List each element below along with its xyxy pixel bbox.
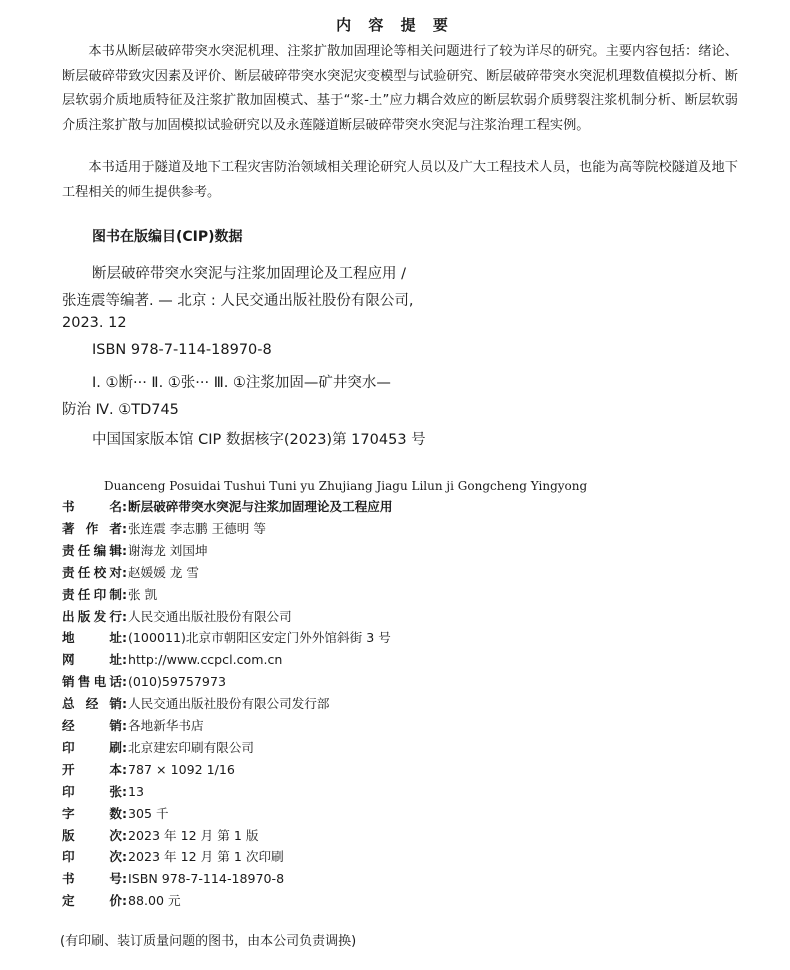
record-value: 人民交通出版社股份有限公司发行部 — [128, 696, 330, 712]
record-row — [62, 519, 266, 539]
quality-footnote: (有印刷、装订质量问题的图书，由本公司负责调换) — [60, 934, 357, 949]
record-value: (010)59757973 — [128, 674, 226, 690]
record-colon: : — [122, 718, 128, 733]
record-label: 版次 — [62, 827, 122, 843]
cip-isbn-line: ISBN 978-7-114-18970-8 — [92, 342, 272, 358]
record-row — [62, 738, 254, 758]
record-label: 开本 — [62, 761, 122, 777]
record-label: 书号 — [62, 871, 122, 887]
record-colon: : — [122, 805, 128, 821]
record-row — [62, 826, 258, 846]
record-colon: : — [122, 499, 128, 514]
record-value: 张连震 李志鹏 王德明 等 — [128, 520, 266, 536]
record-label: 网址 — [62, 652, 122, 668]
record-label: 总经销 — [62, 696, 122, 712]
summary-text-1: 本书从断层破碎带突水突泥机理、注浆扩散加固理论等相关问题进行了较为详尽的研究。主要内容包括：绪论、断层破碎带致灾因素及评价、断层破碎带突水突泥灾变模型与试验研究、断层破碎带突水突泥机理数值模拟分析、断层软弱介质地质特征及注浆扩散加固模式、基于“浆-土”应力耦合效应的断层软弱介质劈裂注浆机制分析、断层软弱介质注浆扩散与加固模拟试验研究以及永莲隧道断层破碎带突水突泥与注浆治理工程实例。 — [62, 44, 738, 133]
record-label: 书名 — [62, 499, 122, 514]
record-colon: : — [122, 849, 128, 865]
record-label: 印次 — [62, 849, 122, 865]
record-label: 责任编辑 — [62, 542, 122, 558]
cip-heading: 图书在版编目(CIP)数据 — [92, 229, 243, 245]
record-row — [62, 628, 391, 648]
record-value: 赵媛媛 龙 雪 — [128, 564, 199, 580]
summary-title: 内 容 提 要 — [336, 16, 454, 34]
record-colon: : — [122, 630, 128, 646]
record-colon: : — [122, 652, 128, 668]
record-label: 经销 — [62, 718, 122, 733]
record-label: 印刷 — [62, 739, 122, 755]
record-value: 787 × 1092 1/16 — [128, 761, 235, 777]
record-row — [62, 563, 199, 583]
record-row — [62, 847, 284, 867]
summary-paragraph-1 — [62, 40, 738, 138]
record-label: 地址 — [62, 630, 122, 646]
record-colon: : — [122, 783, 128, 799]
record-row — [62, 891, 181, 911]
record-row — [62, 585, 157, 605]
record-value: 88.00 元 — [128, 893, 181, 909]
record-colon: : — [122, 586, 128, 602]
record-colon: : — [122, 871, 128, 887]
record-label: 责任校对 — [62, 564, 122, 580]
record-value: 305 千 — [128, 805, 169, 821]
record-row — [62, 650, 282, 670]
cip-author-line: 张连震等编著. — 北京 : 人民交通出版社股份有限公司, — [62, 293, 414, 309]
record-row — [62, 760, 235, 780]
record-value: http://www.ccpcl.com.cn — [128, 652, 283, 668]
record-value: (100011)北京市朝阳区安定门外外馆斜街 3 号 — [128, 630, 391, 646]
record-value: 人民交通出版社股份有限公司 — [128, 608, 292, 624]
cip-date-line: 2023. 12 — [62, 315, 127, 331]
record-value: 张 凯 — [128, 586, 158, 602]
record-value: 各地新华书店 — [128, 718, 204, 733]
pinyin-title: Duanceng Posuidai Tushui Tuni yu Zhujiang Jiagu Lilun ji Gongcheng Yingyong — [104, 479, 588, 493]
record-value: 北京建宏印刷有限公司 — [128, 739, 254, 755]
record-row — [62, 869, 284, 889]
record-value: 2023 年 12 月 第 1 次印刷 — [128, 849, 284, 865]
record-value: 谢海龙 刘国坤 — [128, 542, 208, 558]
record-label: 责任印制 — [62, 586, 122, 602]
record-label: 出版发行 — [62, 608, 122, 624]
record-row — [62, 497, 392, 517]
cip-subject-line: Ⅰ. ①断··· Ⅱ. ①张··· Ⅲ. ①注浆加固—矿井突水— — [92, 375, 391, 391]
record-colon: : — [122, 761, 128, 777]
record-row — [62, 607, 292, 627]
record-value: ISBN 978-7-114-18970-8 — [128, 871, 285, 887]
record-row — [62, 716, 204, 736]
record-row — [62, 541, 208, 561]
record-row — [62, 804, 169, 824]
cip-record-number: 中国国家版本馆 CIP 数据核字(2023)第 170453 号 — [92, 432, 426, 448]
record-row — [62, 782, 144, 802]
record-colon: : — [122, 542, 128, 558]
record-colon: : — [122, 827, 128, 843]
summary-paragraph-2 — [62, 156, 738, 205]
summary-text-2: 本书适用于隧道及地下工程灾害防治领域相关理论研究人员以及广大工程技术人员，也能为高等院校隧道及地下工程相关的师生提供参考。 — [62, 160, 738, 200]
record-value: 2023 年 12 月 第 1 版 — [128, 827, 259, 843]
record-colon: : — [122, 608, 128, 624]
record-label: 字数 — [62, 805, 122, 821]
record-value: 断层破碎带突水突泥与注浆加固理论及工程应用 — [128, 499, 393, 514]
cip-class-line: 防治 Ⅳ. ①TD745 — [62, 402, 179, 418]
record-colon: : — [122, 739, 128, 755]
record-colon: : — [122, 520, 128, 536]
record-label: 销售电话 — [62, 674, 122, 690]
record-value: 13 — [128, 783, 145, 799]
record-colon: : — [122, 564, 128, 580]
record-row — [62, 694, 330, 714]
cip-title-line: 断层破碎带突水突泥与注浆加固理论及工程应用 / — [92, 266, 406, 282]
record-colon: : — [122, 696, 128, 712]
record-colon: : — [122, 893, 128, 909]
record-label: 著作者 — [62, 520, 122, 536]
record-label: 定价 — [62, 893, 122, 909]
record-label: 印张 — [62, 783, 122, 799]
record-row — [62, 672, 226, 692]
record-colon: : — [122, 674, 128, 690]
